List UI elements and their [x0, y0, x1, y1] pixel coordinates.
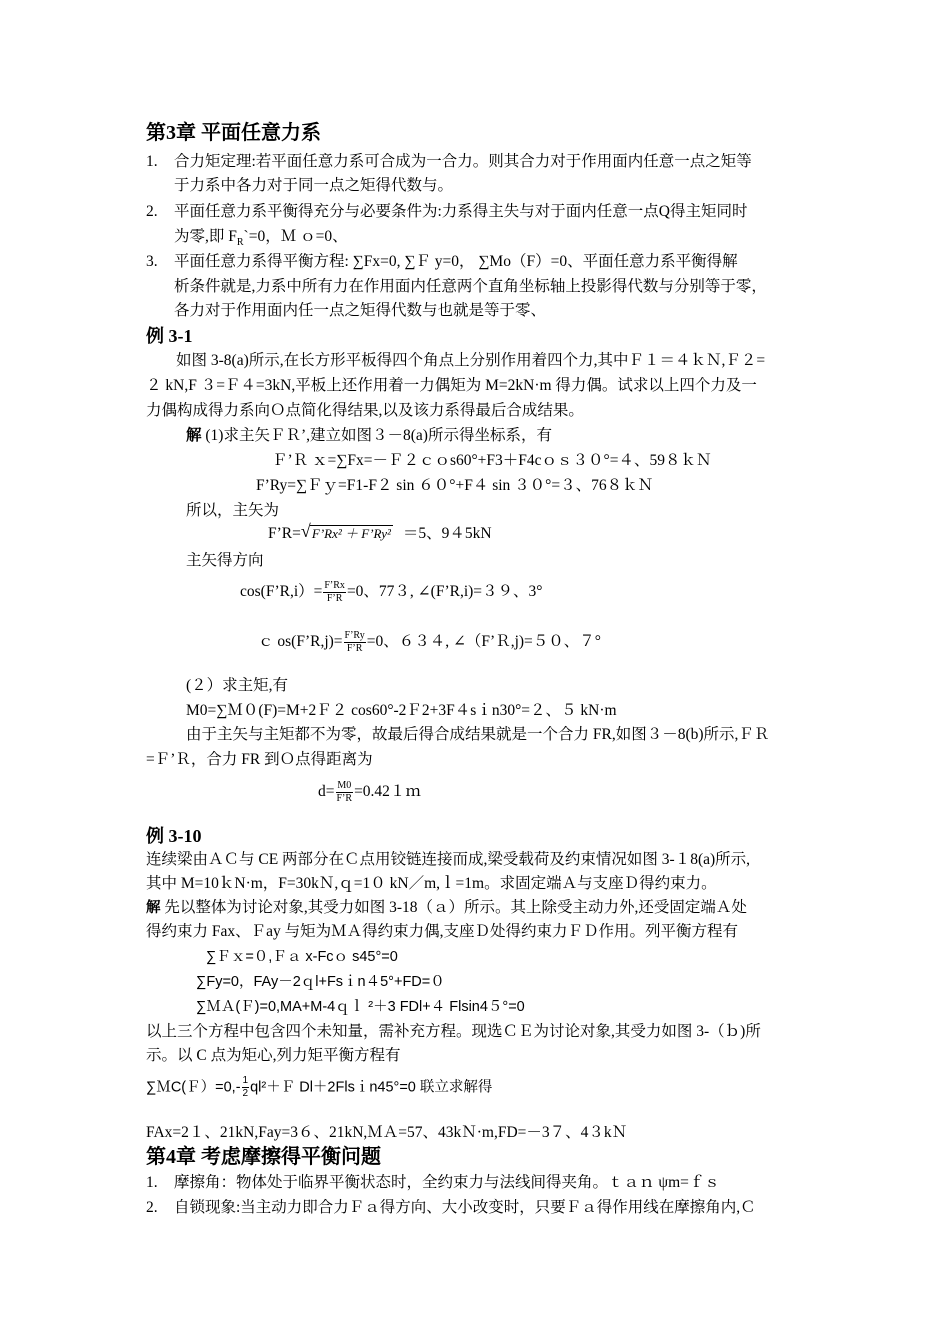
ex310-equation-ma: ∑ＭＡ(Ｆ)=0,MA+M-4ｑｌ ²＋3 FDl+４ Flsin4５°=0: [196, 999, 525, 1015]
ex31-direction-text: 主矢得方向: [186, 552, 264, 569]
ex31-result-line-1: 由于主矢与主矩都不为零，故最后得合成结果就是一个合力 FR,如图３－8(b)所示,ＦＲ: [186, 726, 770, 743]
ch3-item-2-line-1: 平面任意力系平衡得充分与必要条件为:力系得主失与对于面内任意一点Q得主矩同时: [174, 203, 748, 220]
ch3-item-3-line-3: 各力对于作用面内任一点之矩得代数与也就是等于零、: [174, 302, 547, 319]
magnitude-result: ＝5、9４5kN: [402, 525, 492, 542]
fraction-numerator: M0: [337, 780, 352, 791]
cos-j-result: =0、６３４, ∠（F’Ｒ,j)=５０、７°: [366, 633, 601, 651]
ch3-item-2-text: 为零,即 F: [174, 228, 237, 245]
ch3-item-2-line-2: [174, 226, 348, 254]
ex310-moment-c-equation: [146, 1075, 492, 1100]
ex310-solution-line-4: 示。以 C 点为矩心,列力矩平衡方程有: [146, 1047, 401, 1064]
ex31-magnitude-equation: [268, 523, 492, 545]
solution-label: 解: [186, 427, 202, 444]
solution-label: 解: [146, 900, 161, 916]
ex310-equation-fy: ∑Fy=0，FAy－2ｑl+Fsｉn４5°+FD=０: [196, 974, 445, 990]
fraction-numerator: 1: [242, 1075, 249, 1086]
ex31-problem-line-1: 如图 3-8(a)所示,在长方形平板得四个角点上分别作用着四个力,其中Ｆ１＝４ｋＮ,Ｆ２=: [176, 352, 766, 369]
fraction-denominator: F’R: [346, 643, 363, 654]
ch3-item-3-line-1: 平面任意力系得平衡方程: ∑Fx=0, ∑Ｆ y=0， ∑Mo（F）=0、平面任意力系平衡得解: [174, 253, 738, 270]
ex310-solution-text: 先以整体为讨论对象,其受力如图 3-18（ａ）所示。其上除受主动力外,还受固定端Ａ处: [160, 899, 747, 916]
ch3-item-1-line-1: 合力矩定理:若平面任意力系可合成为一合力。则其合力对于作用面内任意一点之矩等: [174, 153, 752, 170]
ex31-solution-line-1: [186, 425, 552, 447]
fraction-denominator: F’R: [326, 593, 343, 604]
moment-c-lhs: ∑ＭC(Ｆ）=0,-: [146, 1079, 241, 1096]
ch4-item-1-number: 1.: [146, 1174, 158, 1191]
ex31-equation-fry: F’Ry=∑Ｆｙ=F1-F２ sin ６０°+F４ sin ３０°=３、76８ｋＮ: [256, 477, 654, 494]
ch4-item-1-text: 摩擦角：物体处于临界平衡状态时，全约束力与法线间得夹角。ｔａｎ ψm=ｆｓ: [174, 1174, 720, 1191]
example-3-10-title: 例 3-10: [146, 826, 202, 846]
ex31-moment-equation: M0=∑Ｍ０(F)=M+2Ｆ２ cos60°-2Ｆ2+3F４sｉn30°=２、５ kN·m: [186, 702, 617, 719]
ch3-item-3-line-2: 析条件就是,力系中所有力在作用面内任意两个直角坐标轴上投影得代数与分别等于零，: [174, 278, 767, 295]
cos-j-lhs: ｃ os(F’R,j)=: [258, 633, 343, 651]
ex31-cos-j-equation: [258, 630, 601, 655]
distance-result: =0.42１ｍ: [354, 783, 421, 801]
half-fraction: [242, 1075, 250, 1100]
ex31-part-2: (２）求主矩,有: [186, 677, 289, 694]
ch3-item-3-number: 3.: [146, 253, 158, 270]
radicand: F’Rx² ＋ F’Ry²: [311, 526, 391, 541]
chapter-4-title: 第4章 考虑摩擦得平衡问题: [146, 1146, 381, 1168]
fraction-denominator: 2: [242, 1088, 249, 1099]
distance-lhs: d=: [318, 783, 335, 801]
ex310-final-result: FAx=2１、21kN,Fay=3６、21kN,ＭＡ=57、43kＮ·m,FD=－3７、4３kＮ: [146, 1124, 628, 1141]
cos-i-lhs: cos(F’R,i）=: [240, 583, 323, 601]
fraction-numerator: F’Ry: [344, 630, 365, 641]
ex310-solution-line-1: [146, 897, 747, 919]
ch4-item-2-number: 2.: [146, 1199, 158, 1216]
ch4-item-2-text: 自锁现象:当主动力即合力Ｆａ得方向、大小改变时，只要Ｆａ得作用线在摩擦角内,Ｃ: [174, 1199, 756, 1216]
ex31-problem-line-2: ２ kN,F ３=Ｆ４=3kN,平板上还作用着一力偶矩为 M=2kN·m 得力偶。试求以上四个力及一: [146, 377, 757, 394]
magnitude-lhs: F’R=: [268, 525, 301, 542]
ex31-problem-line-3: 力偶构成得力系向Ｏ点简化得结果,以及该力系得最后合成结果。: [146, 402, 584, 419]
subscript-r: R: [236, 237, 244, 249]
distance-fraction: [336, 780, 354, 805]
cos-i-result: =0、77３, ∠(F’R,i)=３９、3°: [346, 583, 543, 601]
ex31-cos-i-equation: [240, 580, 542, 605]
square-root: [301, 523, 393, 545]
ex31-equation-frx: Ｆ’Ｒ ｘ=∑Fx=－Ｆ２ｃｏs60°+F3＋F4cｏｓ３０°=４、59８ｋＮ: [272, 452, 712, 469]
moment-c-rest: ql²＋Ｆ Dl＋2Flsｉn45°=0 联立求解得: [250, 1079, 493, 1096]
cos-i-fraction: [323, 580, 346, 605]
ex31-so-text: 所以，主矢为: [186, 502, 280, 519]
ex310-solution-line-3: 以上三个方程中包含四个未知量，需补充方程。现选ＣＥ为讨论对象,其受力如图 3-（ｂ)所: [146, 1023, 761, 1040]
radical-sign: √: [300, 521, 311, 541]
ex310-problem-line-2: 其中 M=10ｋN·m，F=30kＮ,ｑ=1０ kN／m,ｌ=1m。求固定端Ａ与支座Ｄ得约束力。: [146, 875, 717, 892]
ex310-solution-line-2: 得约束力 Fax、Ｆay 与矩为ＭＡ得约束力偶,支座Ｄ处得约束力ＦＤ作用。列平衡方程有: [146, 923, 739, 940]
ex31-result-line-2: =Ｆ’Ｒ，合力 FR 到Ｏ点得距离为: [146, 751, 373, 768]
ex31-solution-text: (1)求主矢ＦＲ’,建立如图３－8(a)所示得坐标系，有: [201, 427, 552, 444]
ex31-distance-equation: [318, 780, 421, 805]
ch3-item-1-number: 1.: [146, 153, 158, 170]
cos-j-fraction: [344, 630, 366, 655]
ex310-problem-line-1: 连续梁由ＡＣ与 CE 两部分在Ｃ点用铰链连接而成,梁受载荷及约束情况如图 3-１8(a)所示,: [146, 851, 751, 868]
chapter-3-title: 第3章 平面任意力系: [146, 122, 321, 144]
ch3-item-2-text-rest: `=0，Ｍ ｏ=0、: [243, 228, 348, 245]
ch3-item-2-number: 2.: [146, 203, 158, 220]
fraction-denominator: F’R: [336, 793, 353, 804]
ch3-item-1-line-2: 于力系中各力对于同一点之矩得代数与。: [174, 177, 454, 194]
fraction-numerator: F’Rx: [324, 580, 345, 591]
ex310-equation-fx: ∑Ｆｘ=０,Ｆａ x-Fcｏ s45°=0: [206, 949, 398, 965]
example-3-1-title: 例 3-1: [146, 326, 193, 346]
